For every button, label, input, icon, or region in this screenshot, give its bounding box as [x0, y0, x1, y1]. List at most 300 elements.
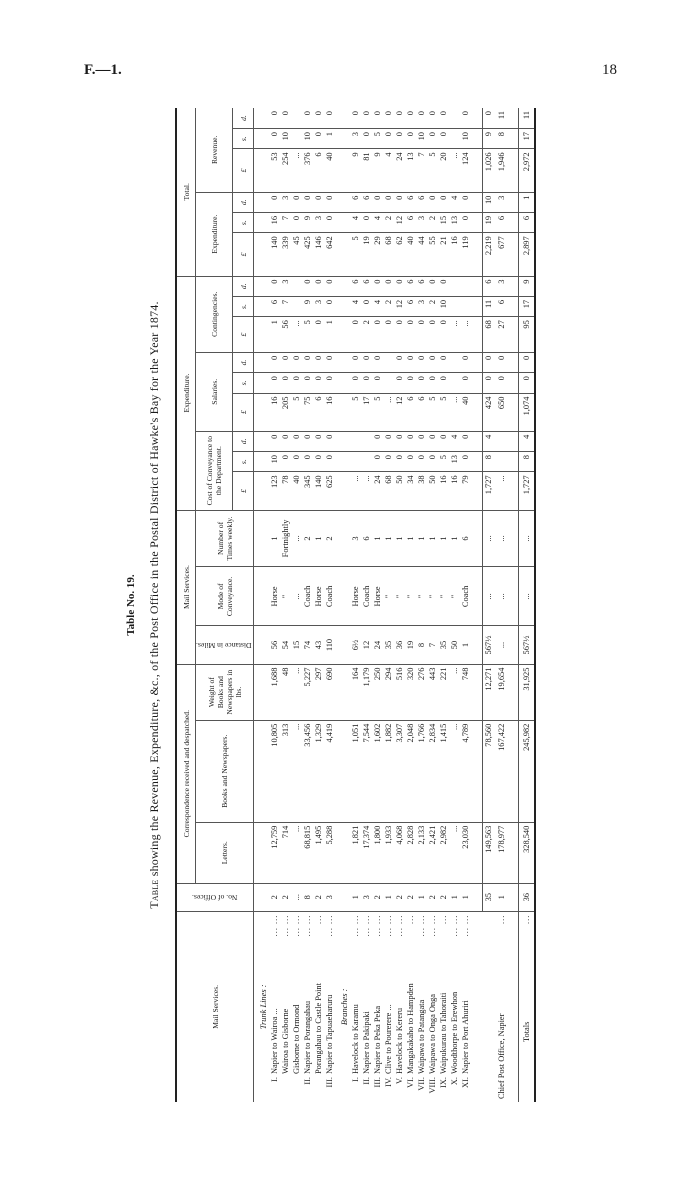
cont-pence: 6: [405, 276, 416, 296]
rev-pence: 0: [428, 111, 438, 116]
distance-miles: 24: [372, 626, 383, 664]
cont-shillings: 12: [394, 296, 405, 316]
distance-miles: 35: [383, 626, 394, 664]
weight-lbs: 443: [427, 664, 438, 720]
empty-cell: [254, 431, 270, 451]
row-leader-dots: ... ...: [395, 914, 405, 937]
cost-pounds: 50: [394, 472, 405, 510]
cost-pence: 0: [438, 431, 449, 451]
exp-pence: 0: [427, 192, 438, 212]
sal-pence: 0: [269, 352, 280, 372]
exp-pounds: 45: [291, 233, 302, 276]
rev-pence: 0: [417, 111, 427, 116]
exp-shillings: 2: [427, 212, 438, 232]
books-count: 4,789: [460, 720, 471, 822]
times-weekly: 3: [350, 510, 361, 567]
rev-pounds: 9: [372, 149, 383, 192]
rev-pounds: 6: [313, 149, 324, 192]
letters-count: 149,563: [483, 822, 495, 883]
header-weight: Weight of Books and Newspapers in lbs.: [196, 664, 254, 720]
row-leader-dots: ... ...: [373, 914, 383, 937]
rev-shillings: 10: [280, 129, 291, 149]
letters-count: ...: [449, 822, 460, 883]
row-numeral: II.: [303, 1077, 313, 1085]
table-title: [147, 100, 162, 1110]
cont-pence: 0: [383, 276, 394, 296]
cost-pence: 0: [313, 431, 324, 451]
row-label: [494, 911, 507, 1102]
cost-pence: [350, 431, 361, 451]
cost-pounds: 1,727: [483, 472, 495, 510]
header-distance: Distance in Miles.: [196, 626, 254, 664]
mode-of-conveyance: ": [383, 567, 394, 626]
row-leader-dots: ... ...: [270, 914, 280, 937]
cost-pounds: 345: [302, 472, 313, 510]
sal-pounds: 5: [350, 393, 361, 431]
exp-pounds: 40: [405, 233, 416, 276]
sal-shillings: 0: [324, 373, 335, 393]
row-name: Mangakakaho to Hampden: [406, 983, 416, 1074]
offices-count: 1: [383, 883, 394, 911]
mode-of-conveyance: Horse: [372, 567, 383, 626]
unit-l: £: [233, 233, 254, 276]
sal-pence: 0: [460, 352, 471, 372]
spacer-row: [471, 108, 483, 1102]
rev-pence: 0: [439, 111, 449, 116]
letters-count: 328,540: [519, 822, 536, 883]
distance-miles: 8: [416, 626, 427, 664]
distance-miles: 567½: [519, 626, 536, 664]
totals-row: [519, 108, 536, 1102]
empty-cell: [507, 472, 519, 510]
empty-cell: [507, 911, 519, 1102]
exp-pounds: 19: [361, 233, 372, 276]
table-row: [372, 108, 383, 1102]
page-identifier: F.—1.: [84, 62, 122, 78]
row-numeral: VIII.: [428, 1077, 438, 1094]
rev-shillings: 0: [361, 129, 372, 149]
cont-pounds: ...: [291, 317, 302, 353]
cont-pence: 0: [324, 276, 335, 296]
letters-count: 5,288: [324, 822, 335, 883]
sal-shillings: 0: [494, 373, 507, 393]
rev-shillings: [449, 129, 460, 149]
cont-pounds: 0: [313, 317, 324, 353]
times-weekly: 2: [324, 510, 335, 567]
offices-count: 1: [350, 883, 361, 911]
books-count: 7,544: [361, 720, 372, 822]
weight-lbs: 297: [313, 664, 324, 720]
empty-cell: [335, 317, 350, 353]
empty-cell: [335, 373, 350, 393]
letters-count: 1,800: [372, 822, 383, 883]
cont-pounds: 2: [361, 317, 372, 353]
cost-shillings: 0: [280, 452, 291, 472]
cont-pence: 0: [302, 276, 313, 296]
times-weekly: 1: [383, 510, 394, 567]
empty-cell: [254, 352, 270, 372]
empty-cell: [254, 393, 270, 431]
header-no-offices: No. of Offices.: [176, 883, 254, 911]
exp-pounds: 68: [383, 233, 394, 276]
empty-cell: [471, 317, 483, 353]
rev-pence: 0: [395, 111, 405, 116]
offices-count: 36: [519, 883, 536, 911]
rev-shillings: 0: [383, 129, 394, 149]
empty-cell: [254, 452, 270, 472]
cost-shillings: 0: [302, 452, 313, 472]
cont-shillings: 3: [416, 296, 427, 316]
books-count: ...: [291, 720, 302, 822]
empty-cell: [335, 276, 350, 296]
exp-shillings: 4: [350, 212, 361, 232]
spacer-row: [507, 108, 519, 1102]
empty-cell: [471, 149, 483, 192]
exp-shillings: 6: [494, 212, 507, 232]
empty-cell: [335, 352, 350, 372]
row-leader-dots: ... ...: [303, 914, 313, 937]
letters-count: 1,495: [313, 822, 324, 883]
times-weekly: 2: [302, 510, 313, 567]
row-name: Havelock to Kereru: [395, 1007, 405, 1074]
cost-pence: 0: [324, 431, 335, 451]
branches-heading: [335, 108, 350, 1102]
cont-pence: 0: [394, 276, 405, 296]
empty-cell: [471, 276, 483, 296]
sal-shillings: 0: [519, 373, 536, 393]
sal-shillings: 0: [438, 373, 449, 393]
cont-pounds: 1: [269, 317, 280, 353]
distance-miles: 567½: [483, 626, 495, 664]
sal-pounds: 75: [302, 393, 313, 431]
empty-cell: [507, 720, 519, 822]
sal-shillings: [449, 373, 460, 393]
header-mail-services: Mail Services.: [176, 510, 196, 664]
mode-of-conveyance: ...: [291, 567, 302, 626]
cost-shillings: 0: [427, 452, 438, 472]
distance-miles: 12: [361, 626, 372, 664]
cost-shillings: 0: [416, 452, 427, 472]
cost-pence: 0: [291, 431, 302, 451]
table-row: [405, 108, 416, 1102]
rev-pounds: 4: [383, 149, 394, 192]
exp-pence: 3: [280, 192, 291, 212]
letters-count: 1,821: [350, 822, 361, 883]
row-label: [313, 911, 324, 1102]
cont-shillings: 17: [519, 296, 536, 316]
sal-pence: 0: [361, 352, 372, 372]
rev-shillings: 10: [302, 129, 313, 149]
unit-s: s.: [233, 212, 254, 232]
header-total-group: Total.: [176, 108, 196, 276]
empty-cell: [507, 317, 519, 353]
cont-pence: [449, 276, 460, 296]
distance-miles: 15: [291, 626, 302, 664]
row-leader-dots: ... ...: [281, 914, 291, 937]
distance-miles: 6½: [350, 626, 361, 664]
mode-of-conveyance: Horse: [313, 567, 324, 626]
empty-cell: [254, 510, 270, 567]
empty-cell: [335, 129, 350, 149]
row-label: [269, 911, 280, 1102]
empty-cell: [507, 510, 519, 567]
row-numeral: IV.: [384, 1077, 394, 1087]
times-weekly: ...: [494, 510, 507, 567]
row-label: [291, 911, 302, 1102]
row-name: Napier to Porangahau: [303, 1000, 313, 1074]
unit-s: s.: [233, 373, 254, 393]
header-expenditure-group: Expenditure.: [176, 276, 196, 510]
cost-pounds: 1,727: [519, 472, 536, 510]
empty-cell: [507, 822, 519, 883]
cost-pounds: 24: [372, 472, 383, 510]
row-leader-dots: ... ...: [384, 914, 394, 937]
empty-cell: [507, 664, 519, 720]
mode-of-conveyance: ": [427, 567, 438, 626]
row-numeral: I.: [351, 1077, 361, 1082]
sal-pence: 0: [313, 352, 324, 372]
row-label: [350, 911, 361, 1102]
distance-miles: 7: [427, 626, 438, 664]
exp-pence: 0: [460, 192, 471, 212]
cost-pounds: ...: [350, 472, 361, 510]
empty-cell: [471, 822, 483, 883]
letters-count: 2,828: [405, 822, 416, 883]
rev-pence: 11: [519, 108, 536, 129]
sal-shillings: 0: [483, 373, 495, 393]
exp-pounds: 44: [416, 233, 427, 276]
rev-shillings: 0: [313, 129, 324, 149]
rev-pence: 11: [497, 111, 507, 120]
cont-pence: 0: [438, 276, 449, 296]
empty-cell: [471, 883, 483, 911]
cont-shillings: 4: [350, 296, 361, 316]
row-label: [280, 911, 291, 1102]
sal-pence: 0: [483, 352, 495, 372]
weight-lbs: 1,179: [361, 664, 372, 720]
cont-shillings: 0: [324, 296, 335, 316]
exp-shillings: 19: [483, 212, 495, 232]
sal-pence: 0: [405, 352, 416, 372]
row-label: [324, 911, 335, 1102]
rev-pounds: 1,026: [483, 149, 495, 192]
cont-pence: [460, 276, 471, 296]
times-weekly: 1: [372, 510, 383, 567]
books-count: 167,422: [494, 720, 507, 822]
mode-of-conveyance: Coach: [361, 567, 372, 626]
sal-shillings: 0: [405, 373, 416, 393]
rev-pounds: 40: [324, 149, 335, 192]
sal-pence: 0: [394, 352, 405, 372]
rotated-table-sheet: [125, 100, 645, 1110]
cont-pounds: 95: [519, 317, 536, 353]
rev-pounds: 9: [350, 149, 361, 192]
mode-of-conveyance: Coach: [302, 567, 313, 626]
mode-of-conveyance: Coach: [460, 567, 471, 626]
table-row: [427, 108, 438, 1102]
row-label: [519, 911, 536, 1102]
empty-cell: [507, 192, 519, 212]
distance-miles: 19: [405, 626, 416, 664]
empty-cell: [254, 373, 270, 393]
cost-pence: 0: [372, 431, 383, 451]
rev-pence: 0: [373, 111, 383, 116]
weight-lbs: 690: [324, 664, 335, 720]
distance-miles: 110: [324, 626, 335, 664]
row-numeral: XI.: [461, 1077, 471, 1088]
cost-shillings: 0: [313, 452, 324, 472]
cont-pence: 6: [350, 276, 361, 296]
letters-count: 4,068: [394, 822, 405, 883]
distance-miles: 35: [438, 626, 449, 664]
sal-pence: 0: [427, 352, 438, 372]
rev-shillings: 1: [324, 129, 335, 149]
exp-pounds: 2,897: [519, 233, 536, 276]
table-row: [313, 108, 324, 1102]
cont-shillings: 2: [427, 296, 438, 316]
empty-cell: [507, 626, 519, 664]
empty-cell: [254, 567, 270, 626]
unit-s: s.: [233, 129, 254, 149]
empty-cell: [507, 212, 519, 232]
row-name: Porangahau to Castle Point: [314, 983, 324, 1074]
mode-of-conveyance: ": [394, 567, 405, 626]
mode-of-conveyance: ": [280, 567, 291, 626]
sal-shillings: 0: [302, 373, 313, 393]
row-label: [372, 911, 383, 1102]
rev-pounds: 24: [394, 149, 405, 192]
cost-pounds: 140: [313, 472, 324, 510]
weight-lbs: 516: [394, 664, 405, 720]
sal-pence: 0: [372, 352, 383, 372]
empty-cell: [471, 393, 483, 431]
sal-pence: 0: [494, 352, 507, 372]
rev-pounds: 1,946: [494, 149, 507, 192]
cont-shillings: 7: [280, 296, 291, 316]
empty-cell: [254, 883, 270, 911]
cont-pounds: 0: [383, 317, 394, 353]
times-weekly: 1: [416, 510, 427, 567]
distance-miles: 74: [302, 626, 313, 664]
empty-cell: [507, 296, 519, 316]
distance-miles: 43: [313, 626, 324, 664]
offices-count: 1: [416, 883, 427, 911]
books-count: 3,307: [394, 720, 405, 822]
rev-shillings: [291, 129, 302, 149]
cost-pounds: 123: [269, 472, 280, 510]
cost-pence: 0: [405, 431, 416, 451]
empty-cell: [507, 567, 519, 626]
empty-cell: [254, 149, 270, 192]
section-heading: Branches :: [335, 911, 350, 1102]
offices-count: 2: [313, 883, 324, 911]
row-name: Chief Post Office, Napier: [497, 1013, 507, 1099]
empty-cell: [471, 510, 483, 567]
empty-cell: [335, 883, 350, 911]
sal-shillings: 0: [460, 373, 471, 393]
table-row: [438, 108, 449, 1102]
unit-d: d.: [233, 352, 254, 372]
books-count: 10,805: [269, 720, 280, 822]
times-weekly: ...: [291, 510, 302, 567]
cont-pence: 3: [280, 276, 291, 296]
cost-pence: 4: [483, 431, 495, 451]
cont-shillings: 0: [361, 296, 372, 316]
rev-shillings: 0: [438, 129, 449, 149]
cost-shillings: 0: [291, 452, 302, 472]
offices-count: 1: [494, 883, 507, 911]
table-body: [254, 108, 536, 1102]
sal-pounds: 16: [269, 393, 280, 431]
page-number: 18: [602, 62, 617, 78]
books-count: 1,766: [416, 720, 427, 822]
times-weekly: Fortnightly: [280, 510, 291, 567]
sal-pounds: 40: [460, 393, 471, 431]
cost-pounds: 50: [427, 472, 438, 510]
sal-pounds: 1,074: [519, 393, 536, 431]
distance-miles: 56: [269, 626, 280, 664]
rev-pence: 0: [351, 111, 361, 116]
cont-shillings: 4: [372, 296, 383, 316]
empty-cell: [507, 373, 519, 393]
cont-shillings: 6: [269, 296, 280, 316]
cost-pence: 0: [460, 431, 471, 451]
empty-cell: [335, 626, 350, 664]
empty-cell: [471, 567, 483, 626]
sal-pounds: 424: [483, 393, 495, 431]
header-books: Books and Newspapers.: [196, 720, 254, 822]
weight-lbs: 31,925: [519, 664, 536, 720]
cont-pence: 0: [313, 276, 324, 296]
offices-count: 2: [280, 883, 291, 911]
row-leader-dots: ... ...: [362, 914, 372, 937]
weight-lbs: 1,688: [269, 664, 280, 720]
empty-cell: [507, 108, 519, 129]
letters-count: 23,030: [460, 822, 471, 883]
letters-count: 2,421: [427, 822, 438, 883]
table-row: [302, 108, 313, 1102]
unit-s: s.: [233, 296, 254, 316]
cost-shillings: 8: [483, 452, 495, 472]
sal-pence: 0: [291, 352, 302, 372]
row-numeral: X.: [450, 1077, 460, 1086]
sal-pence: 0: [519, 352, 536, 372]
cont-pounds: 68: [483, 317, 495, 353]
sal-pounds: 16: [324, 393, 335, 431]
sal-pence: 0: [302, 352, 313, 372]
letters-count: 17,374: [361, 822, 372, 883]
empty-cell: [254, 296, 270, 316]
cost-pence: 0: [269, 431, 280, 451]
cost-shillings: 8: [519, 452, 536, 472]
rev-pence: 0: [483, 108, 495, 129]
exp-shillings: 7: [280, 212, 291, 232]
empty-cell: [471, 431, 483, 451]
rev-pounds: 376: [302, 149, 313, 192]
empty-cell: [471, 108, 483, 129]
cost-pence: 0: [394, 431, 405, 451]
exp-pence: 6: [361, 192, 372, 212]
exp-shillings: 6: [519, 212, 536, 232]
offices-count: 2: [438, 883, 449, 911]
cost-pounds: 79: [460, 472, 471, 510]
exp-pounds: 642: [324, 233, 335, 276]
exp-pounds: 677: [494, 233, 507, 276]
exp-shillings: 3: [416, 212, 427, 232]
cont-pence: 9: [519, 276, 536, 296]
exp-shillings: 13: [449, 212, 460, 232]
exp-shillings: 2: [383, 212, 394, 232]
